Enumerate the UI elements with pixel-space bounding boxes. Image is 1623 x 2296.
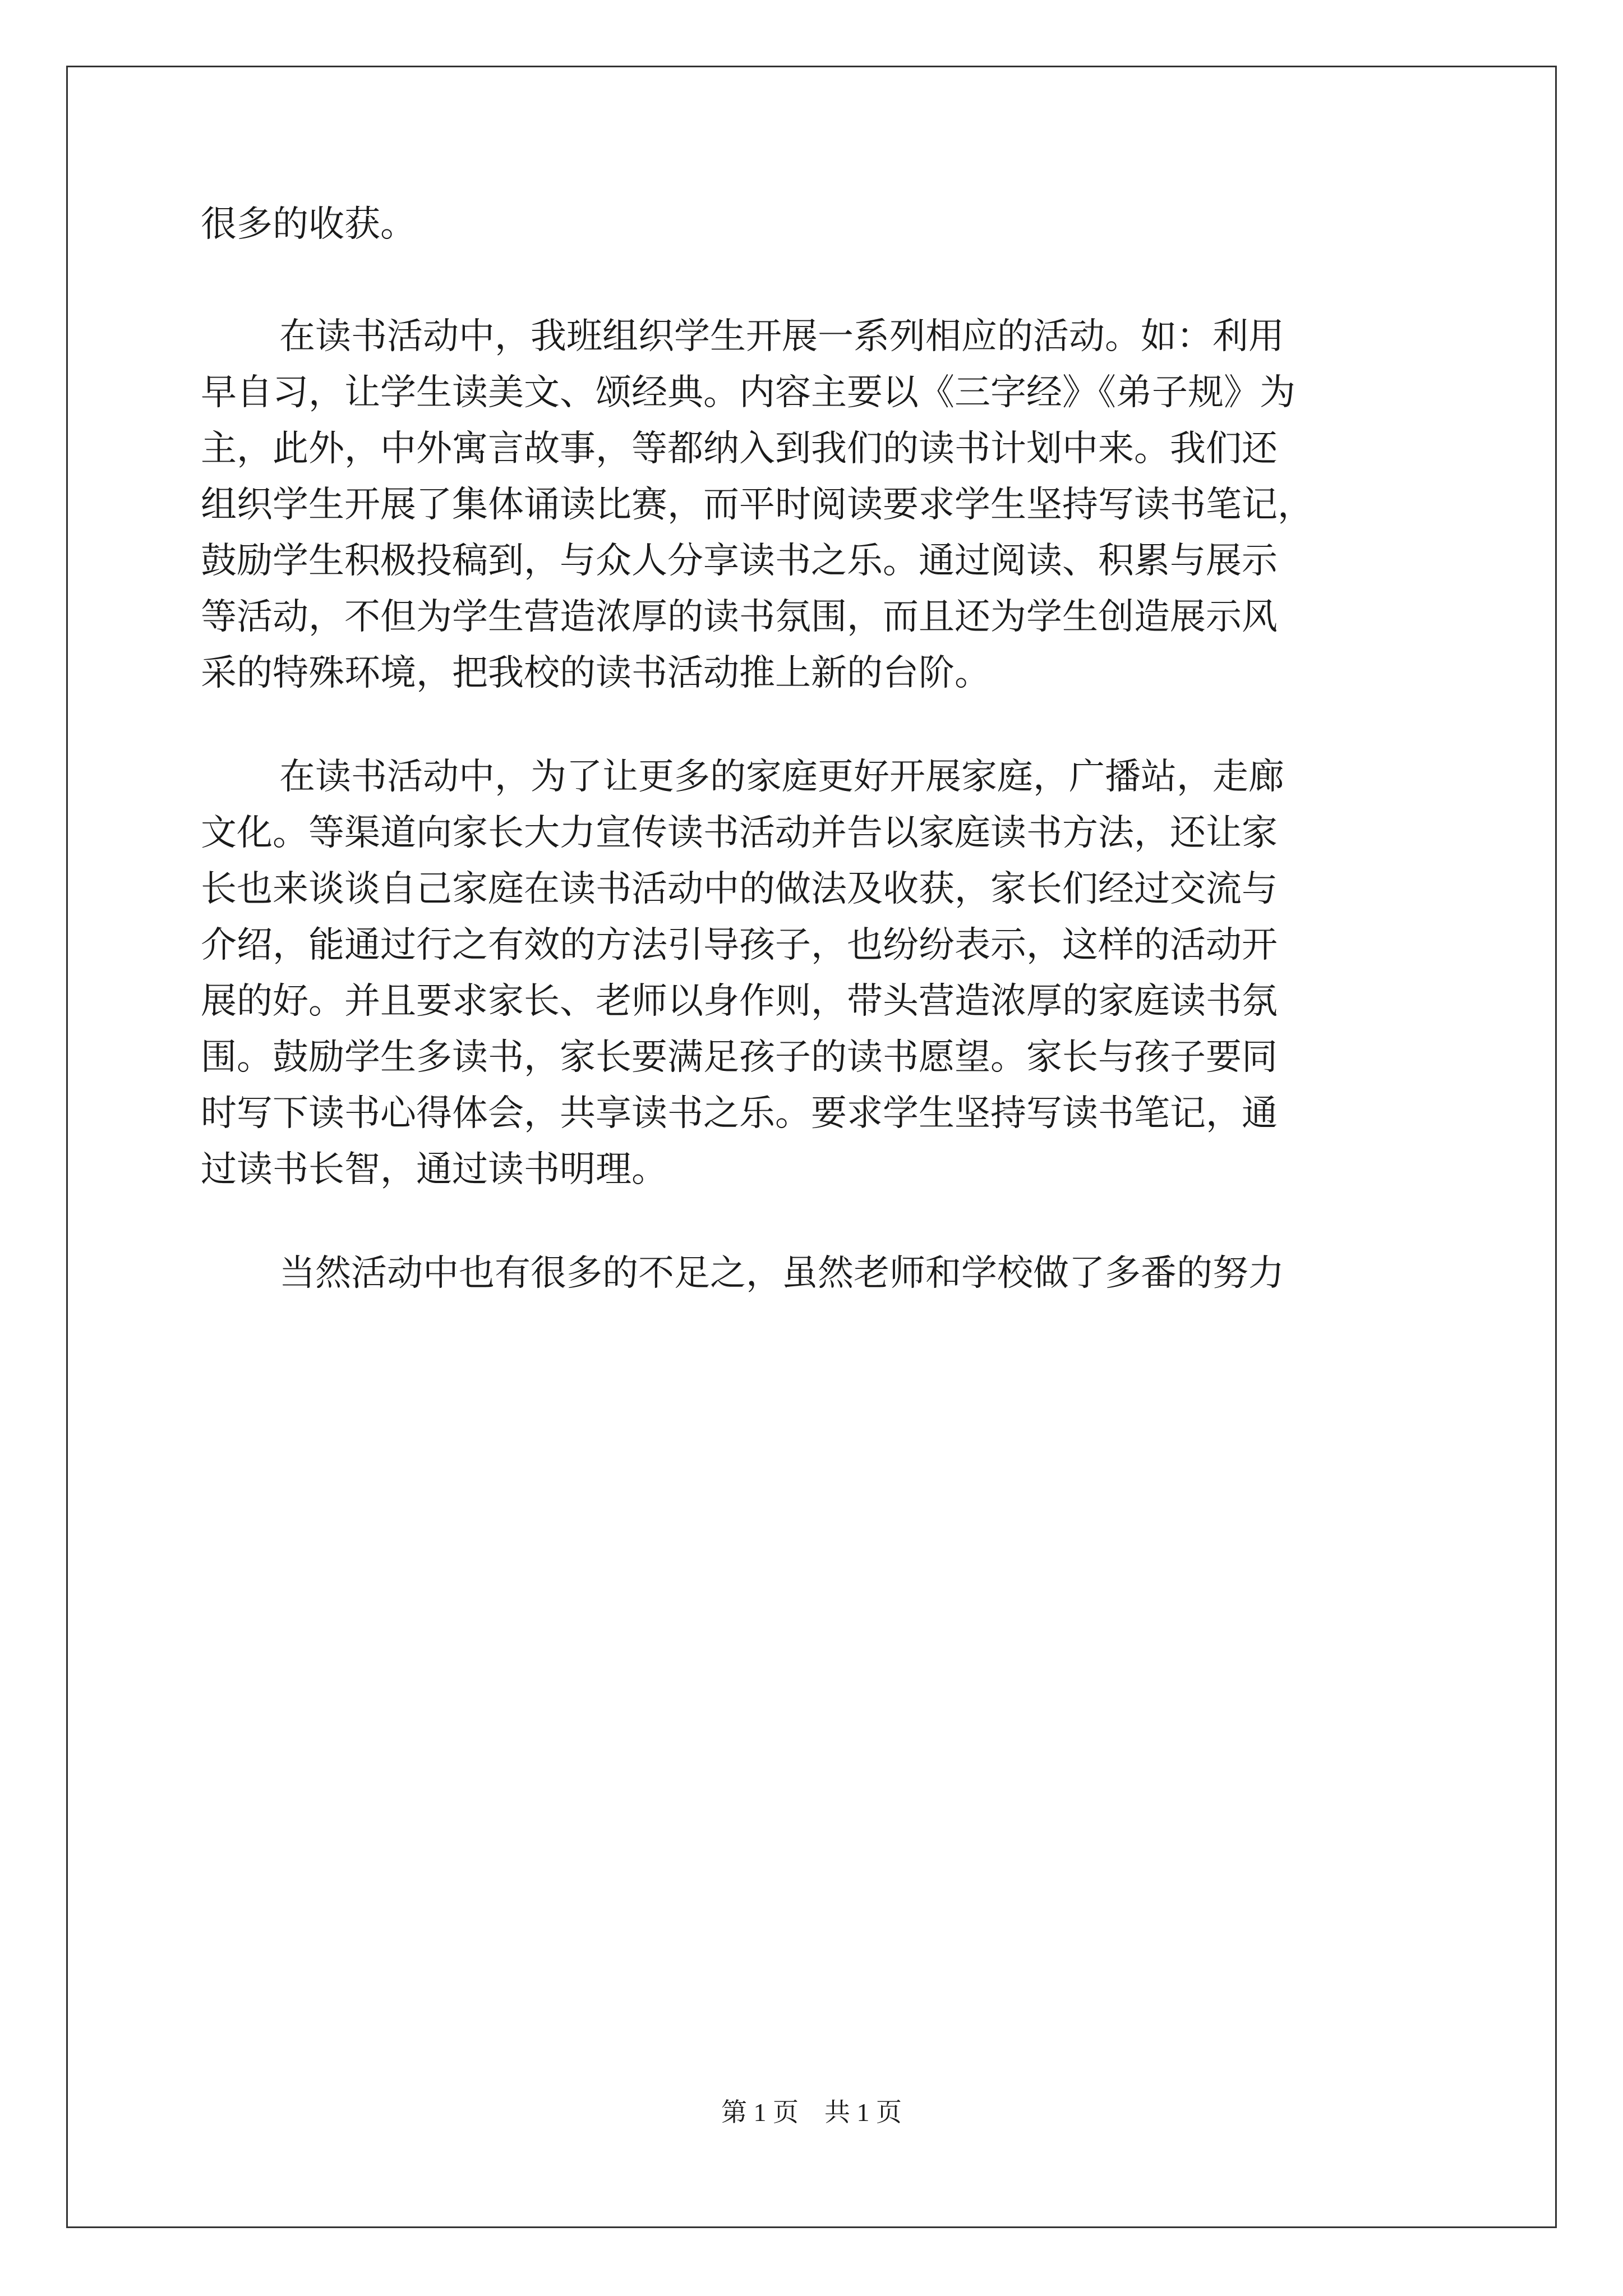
text-line: 围。鼓励学生多读书，家长要满足孩子的读书愿望。家长与孩子要同 — [201, 1037, 1278, 1078]
paragraph-first-line: 当然活动中也有很多的不足之，虽然老师和学校做了多番的努力 — [279, 1253, 1284, 1294]
text-line: 展的好。并且要求家长、老师以身作则，带头营造浓厚的家庭读书氛 — [201, 981, 1278, 1022]
text-line: 鼓励学生积极投稿到，与众人分享读书之乐。通过阅读、积累与展示 — [201, 540, 1278, 582]
text-line: 采的特殊环境，把我校的读书活动推上新的台阶。 — [201, 652, 990, 694]
page-number-label: 第 1 页 共 1 页 — [721, 2098, 902, 2127]
text-line: 过读书长智，通过读书明理。 — [201, 1149, 667, 1190]
paragraph-first-line: 在读书活动中，为了让更多的家庭更好开展家庭，广播站，走廊 — [279, 756, 1284, 798]
paragraph-first-line: 在读书活动中，我班组织学生开展一系列相应的活动。如：利用 — [279, 316, 1284, 357]
text-line: 主，此外，中外寓言故事，等都纳入到我们的读书计划中来。我们还 — [201, 428, 1278, 470]
text-line: 早自习，让学生读美文、颂经典。内容主要以《三字经》《弟子规》为 — [201, 372, 1295, 413]
text-line: 时写下读书心得体会，共享读书之乐。要求学生坚持写读书笔记，通 — [201, 1093, 1278, 1134]
page-footer — [0, 2096, 1623, 2129]
text-line: 等活动，不但为学生营造浓厚的读书氛围，而且还为学生创造展示风 — [201, 596, 1278, 638]
text-line: 很多的收获。 — [201, 204, 416, 245]
text-line: 组织学生开展了集体诵读比赛，而平时阅读要求学生坚持写读书笔记， — [201, 484, 1313, 526]
text-line: 长也来谈谈自己家庭在读书活动中的做法及收获，家长们经过交流与 — [201, 868, 1278, 910]
text-line: 文化。等渠道向家长大力宣传读书活动并告以家庭读书方法，还让家 — [201, 812, 1278, 854]
text-line: 介绍，能通过行之有效的方法引导孩子，也纷纷表示，这样的活动开 — [201, 924, 1278, 966]
